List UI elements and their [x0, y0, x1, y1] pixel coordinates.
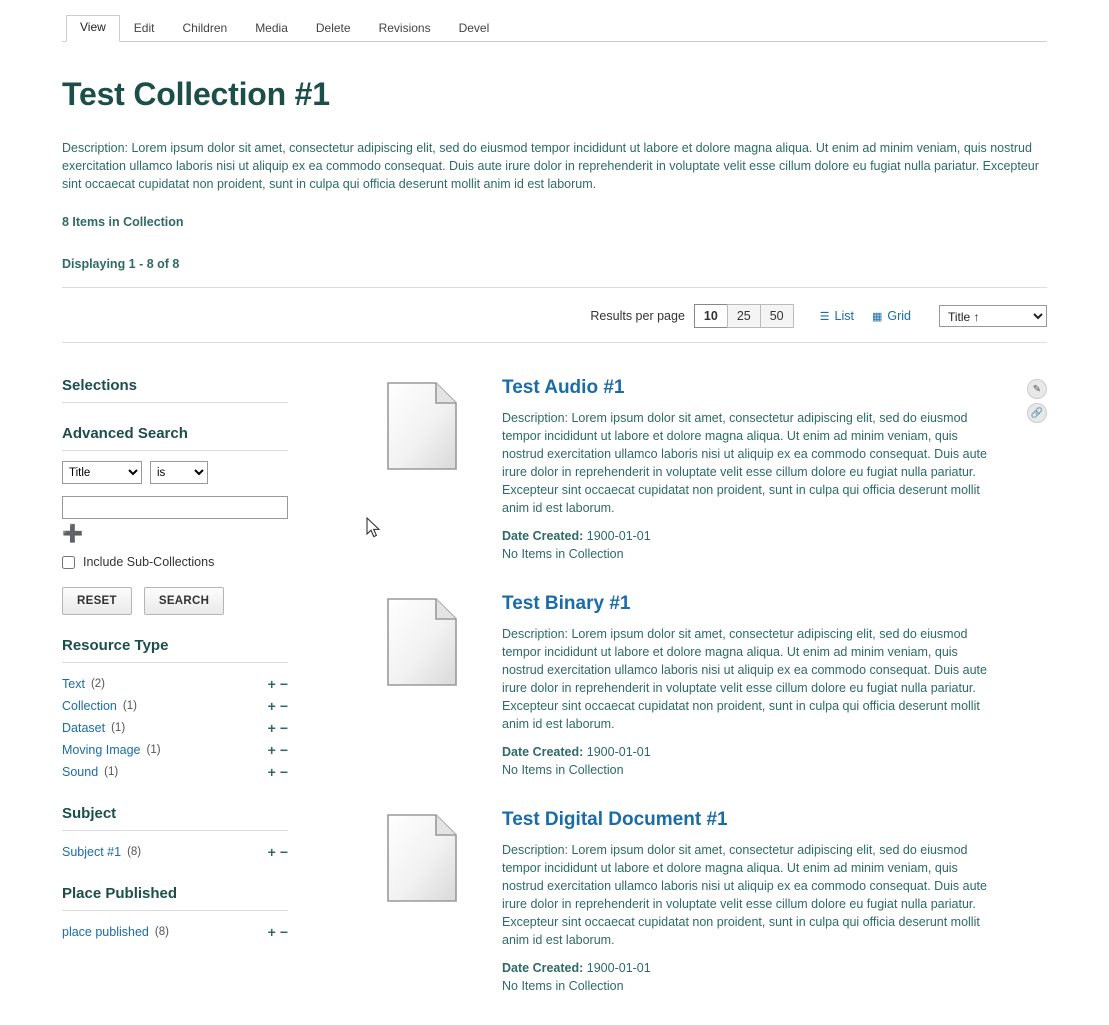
facet-count: (8) — [154, 926, 169, 938]
result-date-row — [502, 961, 987, 975]
advanced-search-row — [62, 461, 288, 484]
items-in-collection: 8 Items in Collection — [62, 215, 184, 229]
facet-include-icon[interactable]: + — [267, 742, 276, 758]
facet-exclude-icon[interactable]: − — [279, 924, 288, 940]
result-thumbnail[interactable] — [384, 809, 478, 993]
facet-count: (1) — [146, 744, 161, 756]
search-field-select[interactable] — [62, 461, 142, 484]
grid-icon: ▦ — [871, 310, 883, 323]
result-title[interactable]: Test Digital Document #1 — [502, 809, 728, 830]
tab-bar — [62, 14, 1047, 42]
tab-media[interactable] — [241, 16, 302, 42]
advanced-search-block — [62, 425, 288, 615]
facet-item[interactable] — [62, 739, 288, 761]
result-body — [502, 593, 1047, 777]
facet-include-icon[interactable]: + — [267, 844, 276, 860]
facet-count: (2) — [90, 678, 105, 690]
facet-title: Place Published — [62, 885, 178, 902]
result-thumbnail[interactable] — [384, 593, 478, 777]
reset-button[interactable]: RESET — [62, 587, 132, 615]
facet-subject — [62, 805, 288, 863]
per-page-10-button[interactable]: 10 — [694, 304, 728, 328]
facet-name[interactable]: place published — [62, 925, 149, 939]
date-created-label: Date Created: — [502, 529, 584, 543]
facet-resource-type — [62, 637, 288, 783]
include-subcollections-checkbox[interactable] — [62, 556, 75, 569]
facet-count: (8) — [127, 846, 142, 858]
tab-delete[interactable] — [302, 16, 365, 42]
tab-label: Revisions — [378, 21, 431, 35]
divider-toolbar — [62, 342, 1047, 343]
selections-block — [62, 377, 288, 403]
facet-exclude-icon[interactable]: − — [279, 764, 288, 780]
document-placeholder-icon — [384, 381, 460, 471]
selections-divider — [62, 402, 288, 403]
result-items-note: No Items in Collection — [502, 979, 624, 993]
list-icon: ☰ — [819, 310, 830, 323]
result-thumbnail[interactable] — [384, 377, 478, 561]
tab-label: Media — [255, 21, 288, 35]
facet-item[interactable] — [62, 761, 288, 783]
tab-edit[interactable] — [120, 16, 169, 42]
link-icon[interactable]: 🔗 — [1027, 403, 1047, 423]
facet-divider — [62, 830, 288, 831]
page-title: Test Collection #1 — [62, 76, 330, 112]
tab-label: Children — [182, 21, 228, 35]
view-list-label: List — [834, 309, 854, 323]
result-item — [384, 809, 1047, 993]
result-title[interactable]: Test Binary #1 — [502, 593, 631, 614]
result-title[interactable]: Test Audio #1 — [502, 377, 625, 398]
include-subcollections-label: Include Sub-Collections — [83, 555, 215, 569]
search-button-row — [62, 587, 288, 615]
tab-label: Devel — [458, 21, 490, 35]
advanced-search-title: Advanced Search — [62, 425, 188, 442]
facet-name[interactable]: Sound — [62, 765, 99, 779]
facet-include-icon[interactable]: + — [267, 698, 276, 714]
results-toolbar — [62, 288, 1047, 342]
facet-include-icon[interactable]: + — [267, 924, 276, 940]
date-created-value: 1900-01-01 — [586, 745, 651, 759]
view-grid-button[interactable] — [872, 309, 911, 323]
result-body — [502, 809, 1047, 993]
facet-place-published — [62, 885, 288, 943]
edit-icon[interactable]: ✎ — [1027, 379, 1047, 399]
facet-item[interactable] — [62, 921, 288, 943]
facet-list — [62, 921, 288, 943]
include-subcollections-row — [62, 555, 288, 569]
facet-item[interactable] — [62, 841, 288, 863]
result-item — [384, 593, 1047, 777]
per-page-50-button[interactable]: 50 — [760, 304, 794, 328]
search-operator-select[interactable] — [150, 461, 208, 484]
view-list-button[interactable] — [820, 309, 854, 323]
facet-name[interactable]: Subject #1 — [62, 845, 122, 859]
body-grid — [0, 377, 1109, 1025]
tab-label: Edit — [133, 21, 155, 35]
sort-select[interactable] — [939, 305, 1047, 327]
facet-divider — [62, 662, 288, 663]
displaying-range: Displaying 1 - 8 of 8 — [62, 257, 180, 271]
result-description: Description: Lorem ipsum dolor sit amet, consectetur adipiscing elit, sed do eiusmod tempor incididunt ut labore et dolore magna aliqua. Ut enim ad minim veniam, quis nostrud exercitation ullamco laboris nisi ut aliquip ex ea commodo consequat. Duis aute irure dolor in reprehenderit in voluptate velit esse cillum dolore eu fugiat nulla pariatur. Excepteur sint occaecat cupidatat non proident, sunt in culpa qui officia deserunt mollit anim id est laborum. — [502, 411, 987, 515]
tab-label: View — [80, 20, 106, 34]
results-list — [288, 377, 1047, 1025]
facet-title: Resource Type — [62, 637, 169, 654]
selections-title: Selections — [62, 377, 138, 394]
facet-include-icon[interactable]: + — [267, 720, 276, 736]
result-actions — [1027, 379, 1047, 423]
per-page-25-button[interactable]: 25 — [727, 304, 761, 328]
result-item — [384, 377, 1047, 561]
facet-name[interactable]: Collection — [62, 699, 117, 713]
facet-title: Subject — [62, 805, 117, 822]
facet-exclude-icon[interactable]: − — [279, 698, 288, 714]
facet-divider — [62, 910, 288, 911]
tab-label: Delete — [315, 21, 351, 35]
add-search-row-icon[interactable]: ➕ — [62, 524, 84, 543]
result-body — [502, 377, 1047, 561]
facet-exclude-icon[interactable]: − — [279, 844, 288, 860]
facet-exclude-icon[interactable]: − — [279, 676, 288, 692]
facet-count: (1) — [104, 766, 119, 778]
result-date-row — [502, 529, 987, 543]
view-toggle — [820, 309, 911, 323]
facet-count: (1) — [111, 722, 126, 734]
results-per-page-group — [695, 304, 794, 328]
facet-item[interactable] — [62, 695, 288, 717]
facet-item[interactable] — [62, 673, 288, 695]
date-created-value: 1900-01-01 — [586, 961, 651, 975]
tab-bar-wrap — [0, 0, 1109, 42]
result-description: Description: Lorem ipsum dolor sit amet, consectetur adipiscing elit, sed do eiusmod tempor incididunt ut labore et dolore magna aliqua. Ut enim ad minim veniam, quis nostrud exercitation ullamco laboris nisi ut aliquip ex ea commodo consequat. Duis aute irure dolor in reprehenderit in voluptate velit esse cillum dolore eu fugiat nulla pariatur. Excepteur sint occaecat cupidatat non proident, sunt in culpa qui officia deserunt mollit anim id est laborum. — [502, 843, 987, 947]
facet-item[interactable] — [62, 717, 288, 739]
facet-include-icon[interactable]: + — [267, 764, 276, 780]
advanced-search-divider — [62, 450, 288, 451]
document-placeholder-icon — [384, 813, 460, 903]
date-created-label: Date Created: — [502, 745, 584, 759]
date-created-value: 1900-01-01 — [586, 529, 651, 543]
tab-revisions[interactable] — [365, 16, 445, 42]
facet-name[interactable]: Moving Image — [62, 743, 141, 757]
results-per-page-label: Results per page — [590, 309, 685, 323]
header-section — [0, 76, 1109, 343]
tab-view[interactable] — [66, 15, 120, 42]
facet-list — [62, 841, 288, 863]
document-placeholder-icon — [384, 597, 460, 687]
facet-list — [62, 673, 288, 783]
facet-count: (1) — [122, 700, 137, 712]
view-grid-label: Grid — [887, 309, 911, 323]
facet-name[interactable]: Text — [62, 677, 85, 691]
search-button[interactable]: SEARCH — [144, 587, 224, 615]
facet-include-icon[interactable]: + — [267, 676, 276, 692]
tab-children[interactable] — [168, 16, 241, 42]
collection-description: Description: Lorem ipsum dolor sit amet, consectetur adipiscing elit, sed do eiusmod tempor incididunt ut labore et dolore magna aliqua. Ut enim ad minim veniam, quis nostrud exercitation ullamco laboris nisi ut aliquip ex ea commodo consequat. Duis aute irure dolor in reprehenderit in voluptate velit esse cillum dolore eu fugiat nulla pariatur. Excepteur sint occaecat cupidatat non proident, sunt in culpa qui officia deserunt mollit anim id est laborum. — [62, 141, 1039, 191]
sidebar — [62, 377, 288, 1025]
facet-name[interactable]: Dataset — [62, 721, 106, 735]
result-items-note: No Items in Collection — [502, 763, 624, 777]
result-date-row — [502, 745, 987, 759]
facet-exclude-icon[interactable]: − — [279, 720, 288, 736]
search-value-input[interactable] — [62, 496, 288, 519]
result-description: Description: Lorem ipsum dolor sit amet, consectetur adipiscing elit, sed do eiusmod tempor incididunt ut labore et dolore magna aliqua. Ut enim ad minim veniam, quis nostrud exercitation ullamco laboris nisi ut aliquip ex ea commodo consequat. Duis aute irure dolor in reprehenderit in voluptate velit esse cillum dolore eu fugiat nulla pariatur. Excepteur sint occaecat cupidatat non proident, sunt in culpa qui officia deserunt mollit anim id est laborum. — [502, 627, 987, 731]
facet-exclude-icon[interactable]: − — [279, 742, 288, 758]
result-items-note: No Items in Collection — [502, 547, 624, 561]
date-created-label: Date Created: — [502, 961, 584, 975]
tab-devel[interactable] — [445, 16, 504, 42]
